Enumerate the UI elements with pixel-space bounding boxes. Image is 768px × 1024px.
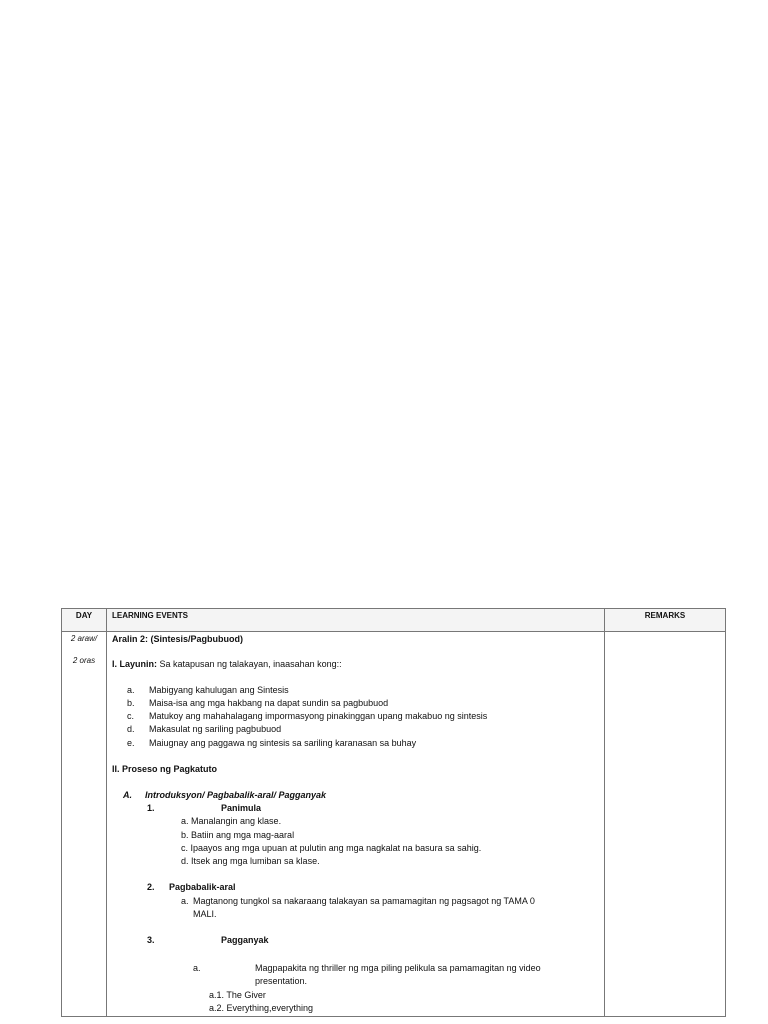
list-item: a.2. Everything,everything	[209, 1003, 314, 1013]
day-cell	[62, 632, 107, 1017]
step2-item-line2: MALI.	[193, 909, 217, 919]
table-header-row	[62, 609, 726, 632]
list-item: e. Maiugnay ang paggawa ng sintesis sa sariling karanasan sa buhay	[127, 738, 417, 748]
list-item: d. Itsek ang mga lumiban sa klase.	[181, 856, 320, 866]
step3-item-line1: Magpapakita ng thriller ng mga piling pelikula sa pamamagitan ng video	[255, 963, 541, 973]
list-item: b. Maisa-isa ang mga hakbang na dapat sundin sa pagbubuod	[127, 698, 389, 708]
step2-item-marker: a.	[181, 896, 189, 906]
list-item: a.1. The Giver	[209, 990, 266, 1000]
day-duration: 2 araw/	[70, 634, 98, 643]
lesson-plan-table	[61, 608, 726, 1017]
header-day: DAY	[62, 609, 107, 632]
step3-item-marker: a.	[193, 963, 201, 973]
objectives-line	[112, 658, 342, 670]
process-heading: II. Proseso ng Pagkatuto	[112, 764, 218, 774]
step2-item-line1: Magtanong tungkol sa nakaraang talakayan sa pamamagitan ng pagsagot ng TAMA 0	[193, 896, 535, 906]
section-a-heading: A. Introduksyon/ Pagbabalik-aral/ Pagganyak	[123, 790, 327, 800]
hour-duration: 2 oras	[72, 656, 96, 665]
list-item: c. Ipaayos ang mga upuan at pulutin ang mga nagkalat na basura sa sahig.	[181, 843, 482, 853]
learning-events-cell	[107, 632, 605, 1017]
step1-title: Panimula	[221, 803, 262, 813]
lesson-title: Aralin 2: (Sintesis/Pagbubuod)	[112, 634, 244, 644]
list-item: c. Matukoy ang mahahalagang impormasyong pinakinggan upang makabuo ng sintesis	[127, 711, 488, 721]
list-item: b. Batiin ang mga mag-aaral	[181, 830, 295, 840]
list-item: a. Manalangin ang klase.	[181, 816, 282, 826]
step1-number: 1.	[147, 803, 155, 813]
step3-item-line2: presentation.	[255, 976, 308, 986]
step3-number: 3.	[147, 935, 155, 945]
list-item: d. Makasulat ng sariling pagbubuod	[127, 724, 282, 734]
objectives-intro: Sa katapusan ng talakayan, inaasahan kong::	[157, 659, 342, 669]
header-learning-events: LEARNING EVENTS	[107, 609, 605, 632]
step2-heading: 2. Pagbabalik-aral	[147, 882, 236, 892]
table-row	[62, 632, 726, 1017]
remarks-cell	[605, 632, 726, 1017]
objectives-heading: I. Layunin:	[112, 659, 157, 669]
step3-title: Pagganyak	[221, 935, 269, 945]
list-item: a. Mabigyang kahulugan ang Sintesis	[127, 685, 289, 695]
header-remarks: REMARKS	[605, 609, 726, 632]
